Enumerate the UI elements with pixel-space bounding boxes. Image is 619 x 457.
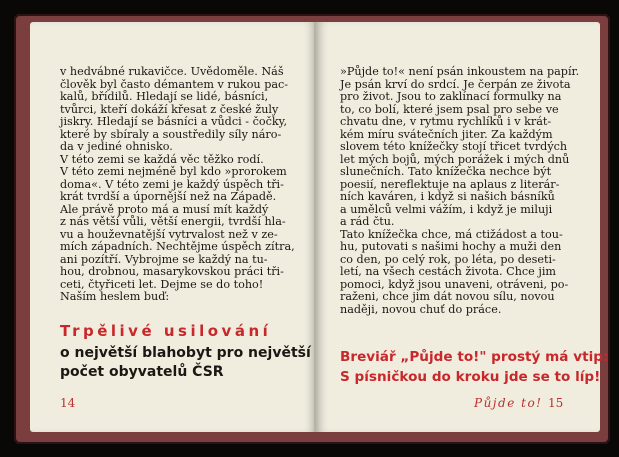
slogan-red-line-1: Breviář „Půjde to!" prostý má vtip: — [340, 349, 609, 365]
text-line: chvatu dne, v rytmu rychlíků i v krát- — [340, 115, 552, 128]
text-line: let mých bojů, mých porážek i mých dnů — [340, 152, 570, 166]
text-line: letí, na všech cestách života. Chce jim — [340, 265, 557, 278]
text-line: krát tvrdší a úpornější než na Západě. — [60, 190, 277, 203]
slogan-red-line-2: S písničkou do kroku jde se to líp! — [340, 369, 601, 385]
text-line: to, co bolí, které jsem psal pro sebe ve — [340, 102, 559, 116]
text-line: z nás větší vůli, větší energii, tvrdší hla- — [60, 215, 286, 228]
right-page — [316, 22, 609, 432]
left-page — [30, 22, 316, 432]
text-line: slovem této knížečky stojí třicet tvrdých — [340, 140, 568, 153]
text-line: da v jediné ohnisko. — [60, 140, 173, 153]
text-line: V této zemi se každá věc těžko rodí. — [60, 152, 264, 166]
text-line: ani pozítří. Vybrojme se každý na tu- — [60, 252, 268, 266]
text-line: doma«. V této zemi je každý úspěch tři- — [60, 177, 284, 191]
text-line: mích západních. Nechtějme úspěch zítra, — [60, 240, 295, 253]
text-line: vu a houževnatější vytrvalost než v ze- — [60, 227, 278, 241]
left-page-body — [60, 66, 308, 304]
running-title: Půjde to! — [474, 396, 543, 410]
text-line: co den, po celý rok, po léta, po deseti- — [340, 252, 556, 266]
text-line: naději, novou chuť do práce. — [340, 302, 502, 316]
text-line: pomoci, když jsou unaveni, otráveni, po- — [340, 277, 569, 291]
text-line: poesií, nereflektuje na aplaus z literár- — [340, 177, 560, 191]
page-number-right: 15 — [548, 396, 564, 410]
text-line: ních kaváren, i když si našich básníků — [340, 190, 555, 203]
page-number-left: 14 — [60, 396, 76, 410]
text-line: Naším heslem buď: — [60, 290, 170, 303]
slogan-black-line-1: o největší blahobyt pro největší — [60, 345, 311, 361]
slogan-black-line-2: počet obyvatelů ČSR — [60, 364, 224, 380]
text-line: pro život. Jsou to zaklínací formulky na — [340, 90, 562, 103]
text-line: Tato knížečka chce, má ctižádost a tou- — [340, 227, 563, 241]
text-line: jiskry. Hledají se básníci a vůdci - čočky, — [60, 115, 288, 128]
text-line: Je psán krví do srdcí. Je čerpán ze života — [340, 77, 571, 91]
text-line: člověk byl často démantem v rukou pac- — [60, 77, 289, 91]
text-line: které by sbíraly a soustředily síly náro- — [60, 127, 282, 141]
text-line: a rád čtu. — [340, 215, 395, 228]
text-line: slunečních. Tato knížečka nechce být — [340, 165, 552, 178]
text-line: raženi, chce jim dát novou sílu, novou — [340, 290, 555, 303]
text-line: hu, putovati s našimi hochy a muži den — [340, 240, 562, 253]
text-line: kém míru svátečních jiter. Za každým — [340, 127, 553, 141]
text-line: hou, drobnou, masarykovskou práci tři- — [60, 265, 284, 278]
text-line: tvůrci, kteří dokáží křesat z české žuly — [60, 102, 279, 116]
text-line: v hedvábné rukavičce. Uvědoměle. Náš — [60, 65, 284, 78]
right-page-body — [340, 66, 590, 316]
text-line: kalů, břídilů. Hledají se lidé, básníci, — [60, 90, 269, 103]
text-line: »Půjde to!« není psán inkoustem na papír. — [340, 65, 580, 78]
slogan-red: Trpělivé usilování — [60, 322, 272, 340]
text-line: ceti, čtyřiceti let. Dejme se do toho! — [60, 277, 264, 291]
text-line: V této zemi nejméně byl kdo »prorokem — [60, 165, 287, 178]
text-line: a umělců velmi vážím, i když je miluji — [340, 202, 553, 216]
text-line: Ale právě proto má a musí mít každý — [60, 202, 269, 216]
